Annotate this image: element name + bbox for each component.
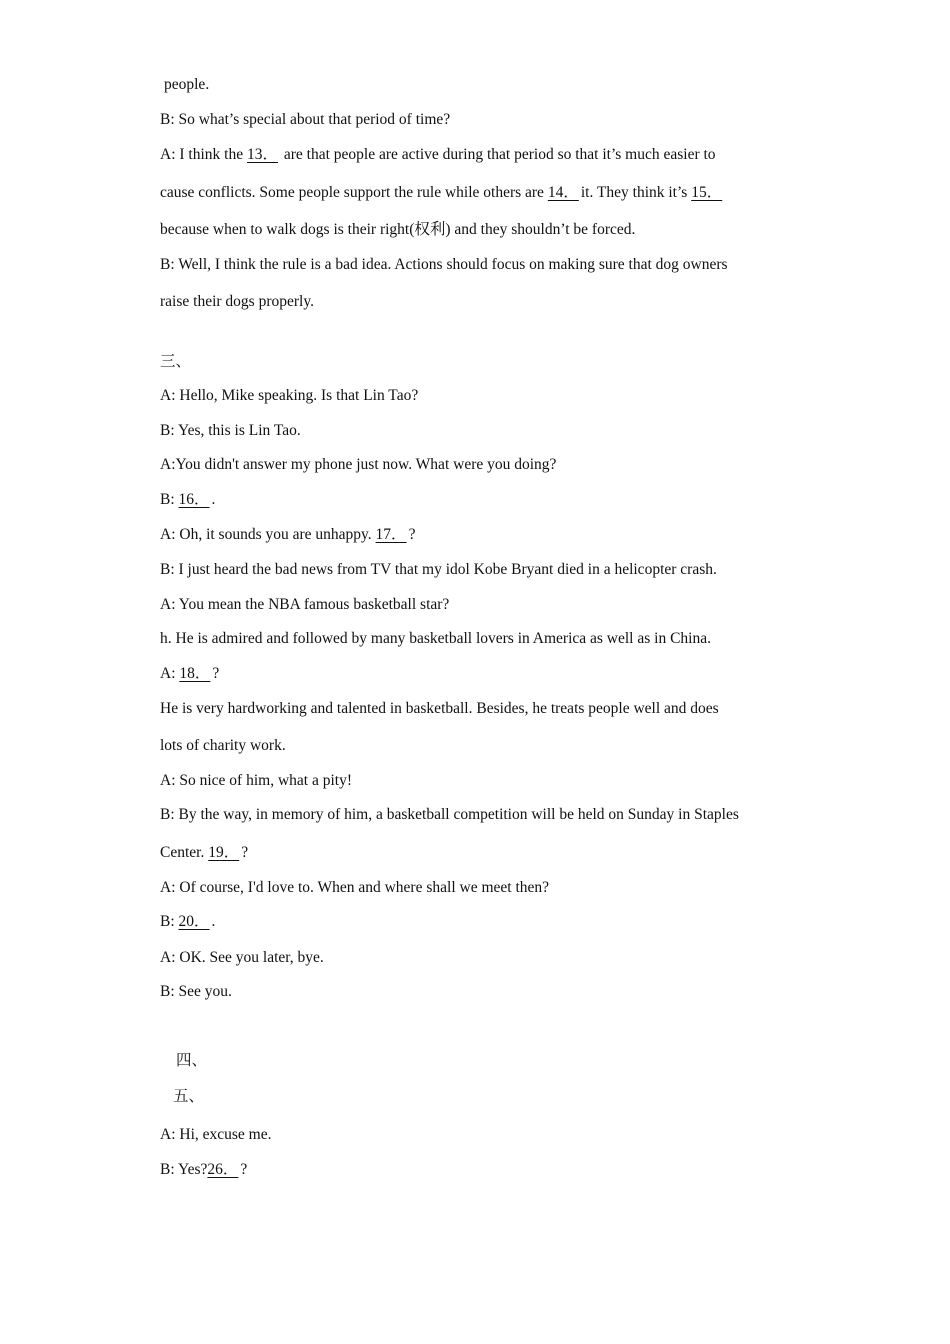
text: B: (160, 913, 179, 930)
dialog-line (160, 490, 215, 510)
dialog-line (160, 699, 719, 719)
blank-20: 20． (178, 913, 210, 930)
dialog-line (160, 736, 286, 756)
blank-15: 15． (691, 184, 723, 201)
dialog-line (160, 629, 711, 649)
text: it. They think it’s (580, 184, 692, 201)
text-line (160, 110, 450, 130)
dialog-line (160, 421, 301, 441)
text: . (211, 913, 216, 930)
text: A: I think the (160, 146, 247, 163)
text: B: I just heard the bad news from TV that my idol Kobe Bryant died in a helicopter crash. (160, 561, 717, 578)
text: because when to walk dogs is their right(权利) and they shouldn’t be forced. (160, 221, 636, 238)
text: B: Yes? (160, 1161, 208, 1178)
dialog-line (160, 912, 215, 932)
dialog-line (160, 1160, 247, 1180)
blank-17: 17． (375, 526, 407, 543)
blank-18: 18． (179, 665, 211, 682)
text: ? (212, 665, 220, 682)
text-line (164, 75, 209, 95)
dialog-line (160, 525, 415, 545)
text: He is very hardworking and talented in basketball. Besides, he treats people well and does (160, 700, 719, 717)
text: A: You mean the NBA famous basketball star? (160, 596, 450, 613)
text: people. (164, 76, 210, 93)
dialog-line (160, 982, 232, 1002)
section-heading-5 (173, 1087, 204, 1107)
heading-text: 四、 (176, 1052, 208, 1069)
text: B: (160, 491, 179, 508)
text: raise their dogs properly. (160, 293, 314, 310)
dialog-line (160, 948, 324, 968)
dialog-line (160, 771, 352, 791)
text: B: By the way, in memory of him, a basketball competition will be held on Sunday in Staples (160, 806, 739, 823)
text-line (160, 183, 724, 203)
dialog-line (160, 843, 248, 863)
dialog-line (160, 1125, 271, 1145)
text: A: Of course, I'd love to. When and where shall we meet then? (160, 879, 550, 896)
dialog-line (160, 595, 449, 615)
text: B: Well, I think the rule is a bad idea. Actions should focus on making sure that dog owners (160, 256, 728, 273)
section-heading-3 (160, 352, 191, 372)
heading-text: 三、 (160, 353, 192, 370)
text: cause conflicts. Some people support the rule while others are (160, 184, 548, 201)
text: A: So nice of him, what a pity! (160, 772, 352, 789)
text-line (160, 255, 728, 275)
blank-14: 14． (547, 184, 579, 201)
dialog-line (160, 664, 219, 684)
blank-13: 13． (246, 146, 278, 163)
text: A:You didn't answer my phone just now. What were you doing? (160, 456, 557, 473)
dialog-line (160, 386, 418, 406)
text: A: (160, 665, 180, 682)
text: ? (241, 844, 249, 861)
text: are that people are active during that period so that it’s much easier to (279, 146, 716, 163)
text: Center. (160, 844, 209, 861)
text: . (211, 491, 216, 508)
blank-16: 16． (178, 491, 210, 508)
section-heading-4 (176, 1051, 207, 1071)
text: A: OK. See you later, bye. (160, 949, 324, 966)
blank-19: 19． (208, 844, 240, 861)
blank-26: 26． (207, 1161, 239, 1178)
text: B: See you. (160, 983, 232, 1000)
heading-text: 五、 (173, 1088, 205, 1105)
text: A: Hello, Mike speaking. Is that Lin Tao? (160, 387, 419, 404)
text: B: Yes, this is Lin Tao. (160, 422, 301, 439)
text: ? (408, 526, 416, 543)
dialog-line (160, 878, 549, 898)
text-line (160, 145, 716, 165)
dialog-line (160, 560, 717, 580)
dialog-line (160, 455, 556, 475)
dialog-line (160, 805, 739, 825)
text: B: So what’s special about that period of time? (160, 111, 451, 128)
text: lots of charity work. (160, 737, 286, 754)
text: ? (240, 1161, 248, 1178)
text-line (160, 292, 314, 312)
text-line (160, 220, 635, 240)
text: h. He is admired and followed by many basketball lovers in America as well as in China. (160, 630, 711, 647)
text: A: Oh, it sounds you are unhappy. (160, 526, 376, 543)
text: A: Hi, excuse me. (160, 1126, 272, 1143)
